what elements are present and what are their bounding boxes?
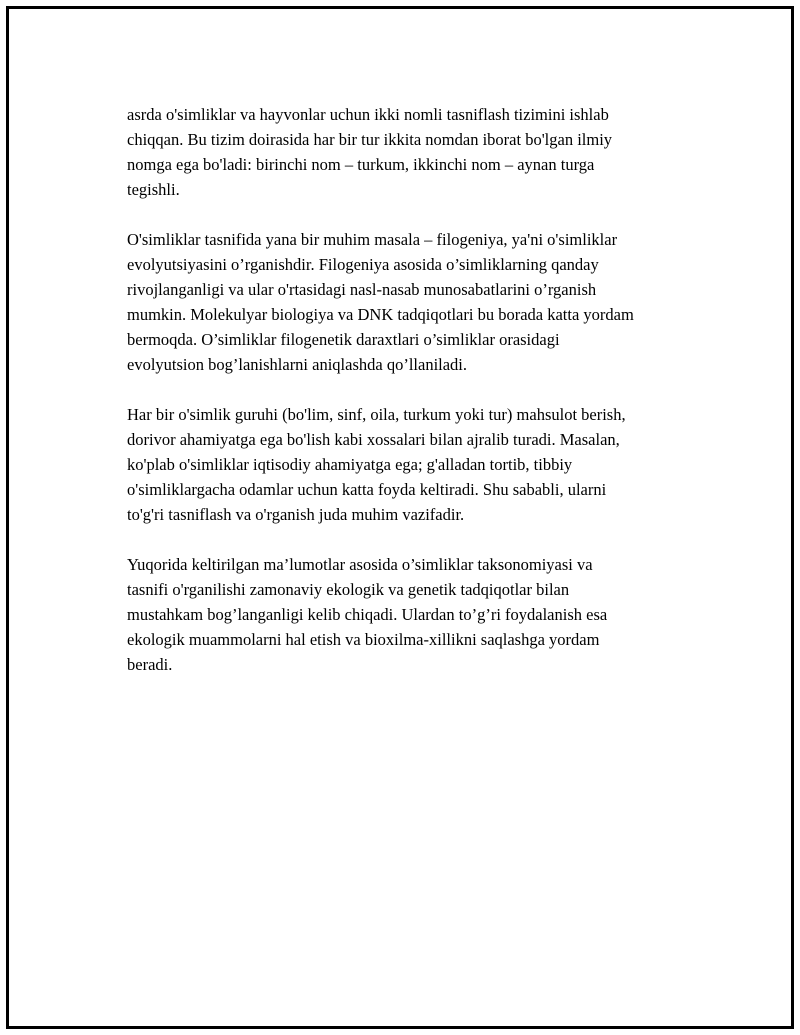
text-line: Har bir o'simlik guruhi (bo'lim, sinf, oila, turkum yoki tur) mahsulot berish, [127,405,626,424]
paragraph-3 [127,402,667,527]
text-line: evolyutsion bog’lanishlarni aniqlashda qo’llaniladi. [127,355,468,374]
text-line: chiqqan. Bu tizim doirasida har bir tur ikkita nomdan iborat bo'lgan ilmiy [127,130,613,149]
text-line: tasnifi o'rganilishi zamonaviy ekologik va genetik tadqiqotlar bilan [127,580,570,599]
paragraph-2 [127,227,667,377]
text-line: mustahkam bog’langanligi kelib chiqadi. Ulardan to’g’ri foydalanish esa [127,605,608,624]
text-line: beradi. [127,655,173,674]
text-line: bermoqda. O’simliklar filogenetik daraxtlari o’simliklar orasidagi [127,330,560,349]
text-line: Yuqorida keltirilgan ma’lumotlar asosida o’simliklar taksonomiyasi va [127,555,593,574]
text-line: rivojlanganligi va ular o'rtasidagi nasl-nasab munosabatlarini o’rganish [127,280,597,299]
paragraph-4 [127,552,667,677]
text-line: to'g'ri tasniflash va o'rganish juda muhim vazifadir. [127,505,465,524]
text-line: O'simliklar tasnifida yana bir muhim masala – filogeniya, ya'ni o'simliklar [127,230,618,249]
text-line: evolyutsiyasini o’rganishdir. Filogeniya asosida o’simliklarning qanday [127,255,599,274]
text-line: asrda o'simliklar va hayvonlar uchun ikki nomli tasniflash tizimini ishlab [127,105,609,124]
text-line: mumkin. Molekulyar biologiya va DNK tadqiqotlari bu borada katta yordam [127,305,634,324]
text-line: ko'plab o'simliklar iqtisodiy ahamiyatga ega; g'alladan tortib, tibbiy [127,455,573,474]
text-line: tegishli. [127,180,180,199]
text-line: ekologik muammolarni hal etish va bioxilma-xillikni saqlashga yordam [127,630,600,649]
text-line: nomga ega bo'ladi: birinchi nom – turkum, ikkinchi nom – aynan turga [127,155,595,174]
page-border [6,6,794,1029]
text-line: o'simliklargacha odamlar uchun katta foyda keltiradi. Shu sababli, ularni [127,480,607,499]
paragraph-1 [127,102,667,202]
text-line: dorivor ahamiyatga ega bo'lish kabi xossalari bilan ajralib turadi. Masalan, [127,430,620,449]
document-body [127,102,667,702]
